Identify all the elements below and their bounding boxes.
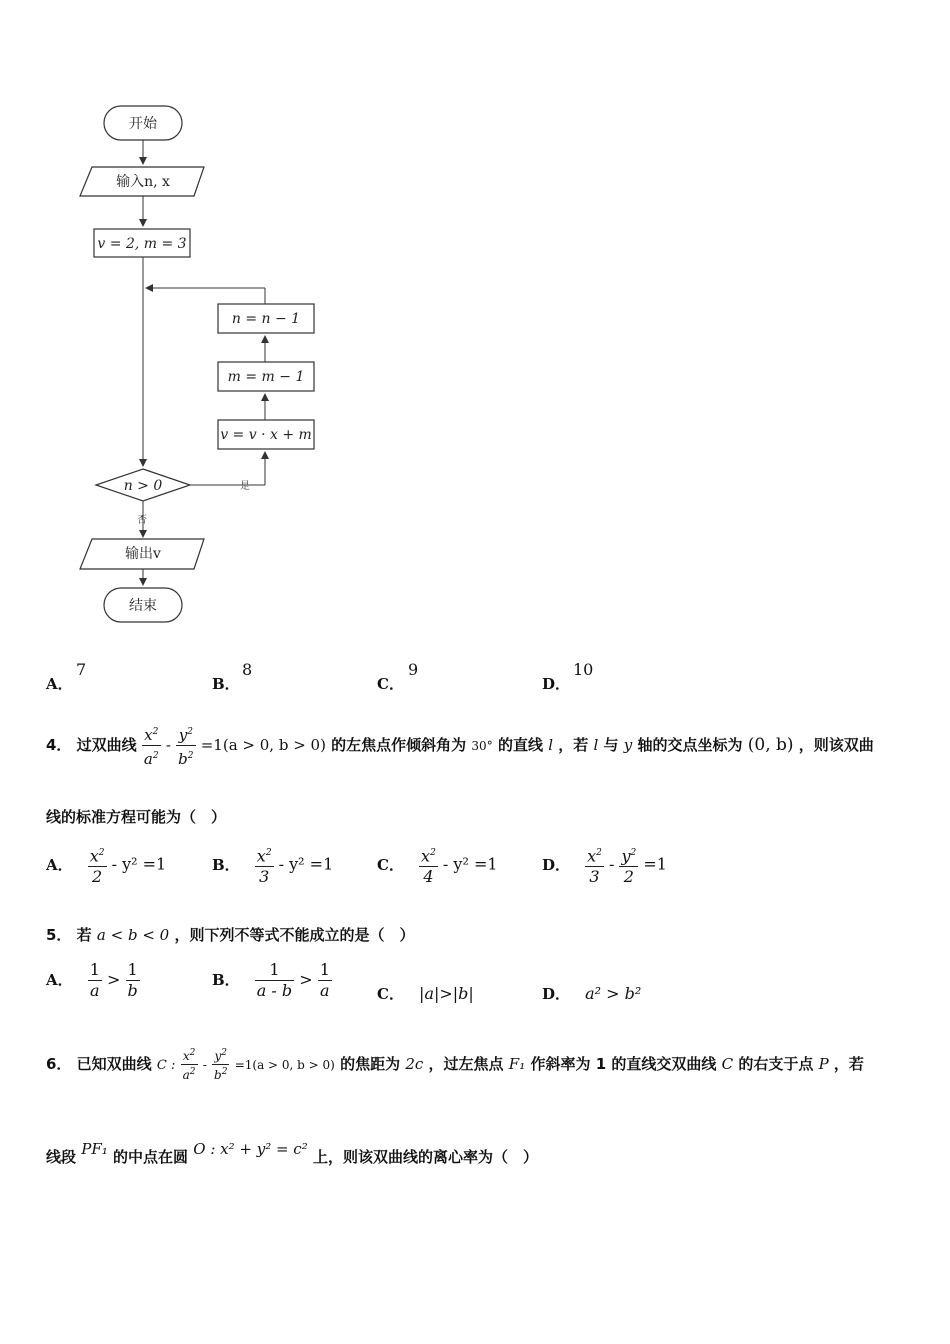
q5-option-b-label: B． [212, 971, 240, 989]
q6-frac-x: $\frac{x^2}{a^2}$ [182, 1048, 196, 1082]
q4-frac-x: $\frac{x^2}{a^2}$ [142, 722, 161, 769]
q5-option-d [542, 983, 641, 1004]
q6-cond: =1(a > 0, b > 0) [234, 1058, 335, 1072]
q5-stem [46, 924, 414, 945]
flow-yes-label: 是 [240, 481, 250, 492]
q4-text-b: 的左焦点作倾斜角为 [331, 736, 467, 754]
q4-option-b-tail: - y² =1 [278, 854, 334, 874]
q3-option-d-value: 10 [573, 660, 594, 679]
flow-init-label: v = 2, m = 3 [97, 236, 187, 252]
q5-option-c-label: C． [377, 985, 404, 1003]
q3-option-b-value: 8 [242, 660, 253, 679]
q4-cond: =1(a > 0, b > 0) [200, 736, 326, 754]
q4-option-a: A． $\frac{x^2}{2}$ - y² =1 [46, 843, 166, 887]
q4-option-c-label: C． [377, 855, 404, 874]
q6-PF1: PF₁ [81, 1140, 108, 1158]
q6-text-f: 的右支于点 [738, 1055, 814, 1073]
q3-option-a-label: A． [46, 675, 73, 693]
q5-option-d-label: D． [542, 985, 571, 1003]
q4-text-e: 与 [603, 736, 619, 754]
flow-output-label: 输出v [125, 546, 161, 562]
q6-text-g: ，若 [833, 1055, 864, 1073]
q6-C: C [721, 1055, 734, 1073]
q4-option-a-label: A． [46, 855, 73, 874]
q3-option-b-label: B． [212, 675, 240, 693]
q4-number: 4． [46, 736, 72, 754]
q6-line2-c: 上，则该双曲线的离心率为（ ） [312, 1148, 538, 1166]
q4-option-a-tail: - y² =1 [111, 854, 167, 874]
q6-F1: F₁ [508, 1055, 526, 1073]
q5-option-c-value: |a|>|b| [419, 984, 474, 1003]
q5-option-a: A． $\frac{1}{a}$ > $\frac{1}{b}$ [46, 960, 138, 1000]
q4-option-b-den: 3 [259, 867, 270, 887]
q5-text-a: 若 [76, 926, 92, 944]
q4-text-d: ，若 [558, 736, 589, 754]
q6-text-b: 的焦距为 [340, 1055, 401, 1073]
q5-option-d-value: a² > b² [585, 984, 642, 1003]
q4-option-d-tail: =1 [643, 854, 667, 874]
q3-option-a-value: 7 [76, 660, 87, 679]
q4-l: l [548, 736, 553, 754]
q4-y: y [623, 736, 633, 754]
q4-point: (0, b) [747, 735, 794, 755]
q6-text-d: 作斜率为 [530, 1055, 591, 1073]
q4-frac-y: $\frac{y^2}{b^2}$ [176, 722, 195, 769]
flow-start-label: 开始 [129, 116, 157, 132]
q3-option-c-value: 9 [408, 660, 419, 679]
flow-input-label: 输入n, x [116, 174, 170, 190]
q6-number: 6． [46, 1055, 72, 1073]
flow-step-n-label: n = n − 1 [231, 311, 301, 327]
q4-option-b: B． $\frac{x^2}{3}$ - y² =1 [212, 843, 333, 887]
q4-option-d-label: D． [542, 855, 571, 874]
q5-number: 5． [46, 926, 72, 944]
q6-line2-a: 线段 [46, 1148, 77, 1166]
q6-circle: O : x² + y² = c² [193, 1140, 308, 1158]
q4-option-c-tail: - y² =1 [442, 854, 498, 874]
q6-stem-line2 [46, 1140, 538, 1167]
q6-text-a: 已知双曲线 [76, 1055, 152, 1073]
q4-stem: 4． 过双曲线 $\frac{x^2}{a^2}$ - $\frac{y^2}{b^2}$ =1(a > 0, b > 0) 的左焦点作倾斜角为 30° 的直线 l ，若 l 与 y 轴的交点坐标为 (0, b) ，则该双曲 [46, 722, 874, 769]
q6-stem: 6． 已知双曲线 C : $\frac{x^2}{a^2}$ - $\frac{y^2}{b^2}$ =1(a > 0, b > 0) 的焦距为 2c ，过左焦点 F₁ 作斜率为 1 的直线交双曲线 C 的右支于点 P ，若 [46, 1048, 864, 1082]
q4-text-f: 轴的交点坐标为 [637, 736, 743, 754]
q4-option-c: C． $\frac{x^2}{4}$ - y² =1 [377, 843, 498, 887]
q4-text-a: 过双曲线 [76, 736, 137, 754]
q6-focal: 2c [405, 1055, 424, 1073]
q4-option-a-den: 2 [92, 867, 103, 887]
q6-P: P [818, 1055, 829, 1073]
flow-step-m-label: m = m − 1 [227, 369, 305, 385]
q4-text-c: 的直线 [497, 736, 543, 754]
flow-decision-label: n > 0 [123, 478, 163, 494]
q5-option-b: B． $\frac{1}{a - b}$ > $\frac{1}{a}$ [212, 960, 330, 1000]
q4-option-b-label: B． [212, 855, 240, 874]
q6-text-c: ，过左焦点 [428, 1055, 504, 1073]
q6-frac-y: $\frac{y^2}{b^2}$ [214, 1048, 228, 1082]
flow-no-label: 否 [137, 515, 147, 526]
q6-text-e: 的直线交双曲线 [611, 1055, 717, 1073]
q4-stem-line2: 线的标准方程可能为（ ） [46, 808, 227, 826]
flow-step-v-label: v = v · x + m [220, 427, 312, 443]
q4-l-2: l [593, 736, 599, 754]
q5-cond: a < b < 0 [96, 926, 170, 944]
q4-text-g: ，则该双曲 [798, 736, 874, 754]
q3-option-d-label: D． [542, 675, 571, 693]
q5-option-a-label: A． [46, 971, 73, 989]
q5-option-c [377, 983, 474, 1004]
q5-text-b: ，则下列不等式不能成立的是（ ） [174, 926, 415, 944]
q6-line2-b: 的中点在圆 [113, 1148, 189, 1166]
q6-one: 1 [595, 1055, 607, 1073]
q4-option-d-den: 3 [589, 867, 600, 887]
q4-option-c-den: 4 [423, 867, 434, 887]
q3-option-c-label: C． [377, 675, 404, 693]
q4-option-d: D． $\frac{x^2}{3}$ - $\frac{y^2}{2}$ =1 [542, 843, 667, 887]
q4-option-d-den2: 2 [623, 867, 634, 887]
q4-angle: 30° [471, 739, 493, 753]
flowchart [0, 0, 400, 640]
flow-end-label: 结束 [129, 598, 157, 614]
